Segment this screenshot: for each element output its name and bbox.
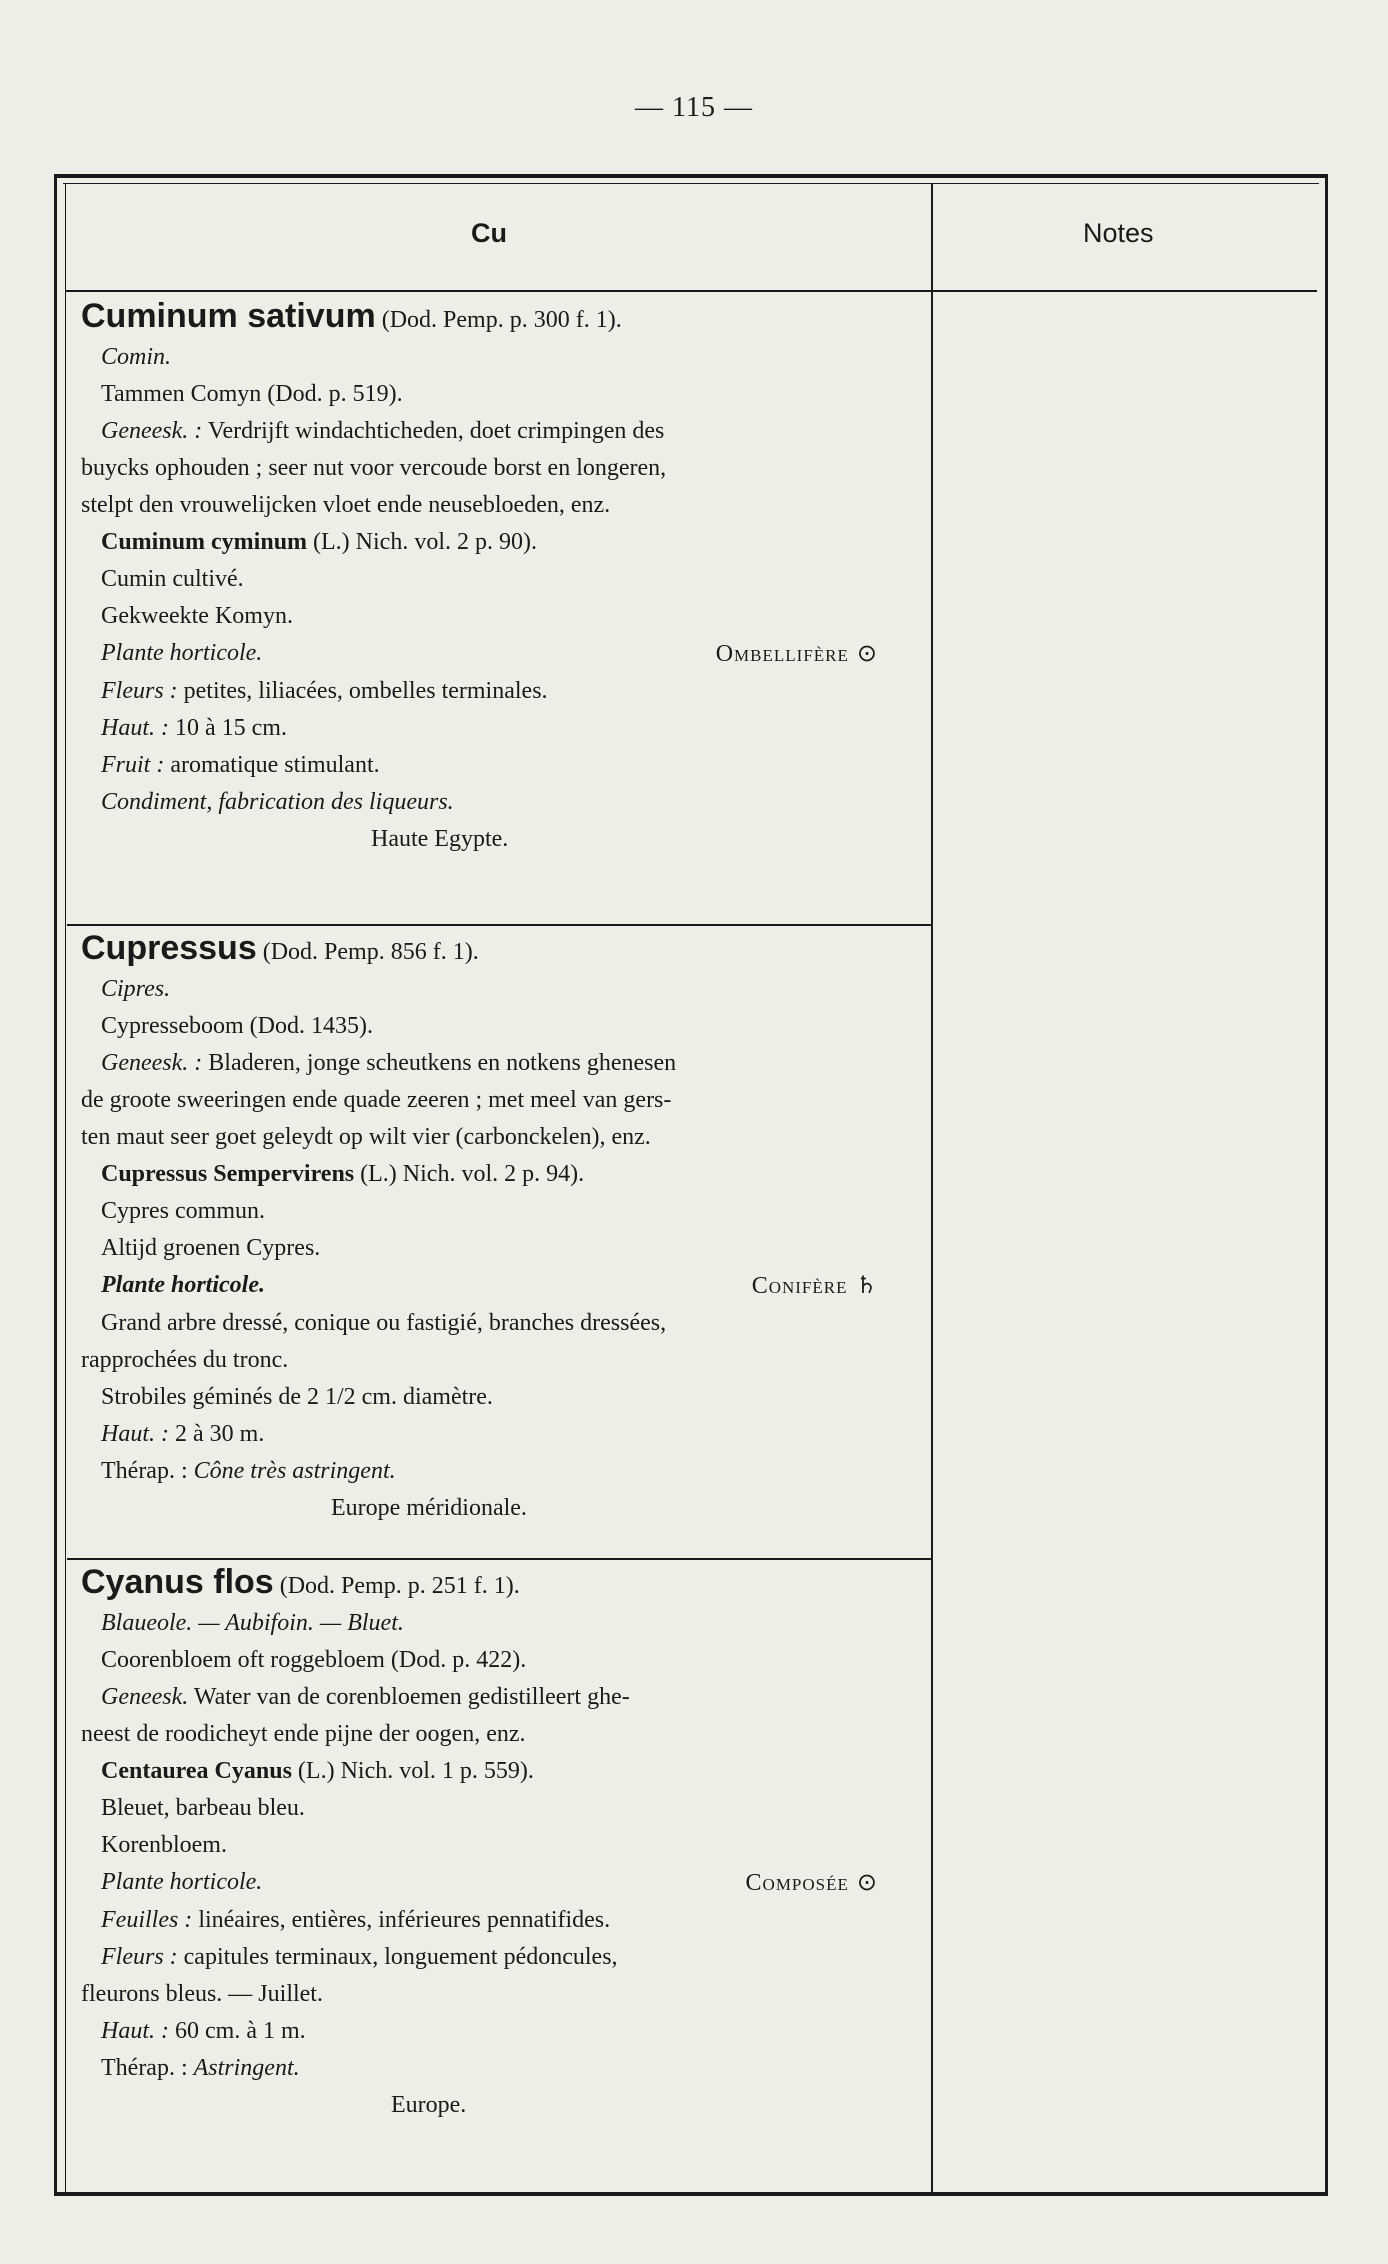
haut-text: 2 à 30 m. [169, 1421, 265, 1447]
annual-symbol-icon: ⊙ [856, 639, 877, 667]
french-name: Comin. [101, 344, 172, 370]
entry-cuminum-sativum [81, 298, 917, 858]
haut-label: Haut. : [101, 2018, 169, 2044]
geneesk-label: Geneesk. : [101, 1050, 203, 1076]
entry-cupressus [81, 930, 917, 1527]
entry-separator [67, 924, 931, 926]
therap-text: Astringent. [193, 2055, 300, 2081]
dutch-name: Tammen Comyn (Dod. p. 519). [101, 381, 403, 407]
french-name: Cipres. [101, 976, 171, 1002]
geneesk-text: stelpt den vrouwelijcken vloet ende neusebloeden, enz. [81, 492, 611, 518]
fleurs-label: Fleurs : [101, 678, 178, 704]
geneesk-text: ten maut seer goet geleydt op wilt vier (carbonckelen), enz. [81, 1124, 651, 1150]
perennial-symbol-icon: ♄ [855, 1271, 877, 1299]
header-cu: Cu [471, 218, 507, 248]
haut-text: 10 à 15 cm. [169, 715, 287, 741]
fleurs-text: petites, liliacées, ombelles terminales. [177, 678, 548, 704]
latin-ref: (L.) Nich. vol. 2 p. 94). [354, 1161, 585, 1187]
latin-name: Cuminum cyminum [101, 529, 308, 555]
latin-ref: (L.) Nich. vol. 1 p. 559). [291, 1758, 534, 1784]
entry-title-ref: (Dod. Pemp. 856 f. 1). [256, 939, 479, 965]
common-name-fr: Cumin cultivé. [101, 566, 244, 592]
geneesk-text: Water van de corenbloemen gedistilleert ghe- [193, 1684, 630, 1710]
haut-label: Haut. : [101, 715, 169, 741]
header-rule [65, 290, 1317, 292]
dutch-name: Coorenbloem oft roggebloem (Dod. p. 422). [101, 1647, 527, 1673]
therap-text: Cône très astringent. [193, 1458, 396, 1484]
therap-label: Thérap. : [101, 1458, 194, 1484]
dutch-name: Cypresseboom (Dod. 1435). [101, 1013, 373, 1039]
geneesk-text: neest de roodicheyt ende pijne der oogen, enz. [81, 1721, 526, 1747]
feuilles-text: linéaires, entières, inférieures pennatifides. [192, 1907, 611, 1933]
plant-family: Conifère [751, 1273, 848, 1299]
geneesk-text: Bladeren, jonge scheutkens en notkens ghenesen [208, 1050, 677, 1076]
entry-title: Cupressus [81, 929, 257, 967]
fruit-label: Fruit : [101, 752, 165, 778]
fleurs-text: fleurons bleus. — Juillet. [81, 1981, 323, 2007]
left-inner-rule [65, 184, 66, 2192]
strobiles-text: Strobiles géminés de 2 1/2 cm. diamètre. [101, 1384, 493, 1410]
fleurs-text: capitules terminaux, longuement pédoncules, [177, 1944, 618, 1970]
plant-family: Ombellifère [715, 641, 849, 667]
entry-title-ref: (Dod. Pemp. p. 300 f. 1). [375, 307, 622, 333]
geneesk-label: Geneesk. [101, 1684, 189, 1710]
origin: Haute Egypte. [371, 826, 509, 852]
entry-title: Cuminum sativum [81, 297, 376, 335]
latin-name: Centaurea Cyanus [101, 1758, 292, 1784]
origin: Europe méridionale. [331, 1495, 527, 1521]
entry-title-ref: (Dod. Pemp. p. 251 f. 1). [273, 1573, 520, 1599]
common-name-nl: Korenbloem. [101, 1832, 227, 1858]
therap-label: Thérap. : [101, 2055, 194, 2081]
plant-type: Plante horticole. [101, 640, 263, 666]
geneesk-text: Verdrijft windachticheden, doet crimpingen des [207, 418, 665, 444]
inner-top-rule [63, 183, 1319, 184]
plant-type: Plante horticole. [101, 1869, 263, 1895]
description-text: Grand arbre dressé, conique ou fastigié, branches dressées, [101, 1310, 667, 1336]
common-name-nl: Altijd groenen Cypres. [101, 1235, 321, 1261]
entry-title: Cyanus flos [81, 1563, 274, 1601]
common-name-fr: Cypres commun. [101, 1198, 265, 1224]
fruit-text: aromatique stimulant. [164, 752, 380, 778]
origin: Europe. [391, 2092, 467, 2118]
table-frame [54, 174, 1328, 2196]
french-name: Blaueole. — Aubifoin. — Bluet. [101, 1610, 404, 1636]
header-notes: Notes [1083, 218, 1154, 248]
annual-symbol-icon: ⊙ [856, 1868, 877, 1896]
entry-separator [67, 1558, 931, 1560]
plant-type: Plante horticole. [101, 1272, 265, 1298]
column-divider [931, 184, 933, 2192]
geneesk-text: buycks ophouden ; seer nut voor vercoude borst en longeren, [81, 455, 667, 481]
common-name-fr: Bleuet, barbeau bleu. [101, 1795, 305, 1821]
latin-ref: (L.) Nich. vol. 2 p. 90). [307, 529, 537, 555]
latin-name: Cupressus Sempervirens [101, 1161, 355, 1187]
haut-label: Haut. : [101, 1421, 169, 1447]
geneesk-text: de groote sweeringen ende quade zeeren ; met meel van gers- [81, 1087, 672, 1113]
entry-cyanus-flos [81, 1564, 917, 2124]
plant-family: Composée [745, 1870, 849, 1896]
geneesk-label: Geneesk. : [101, 418, 203, 444]
description-text: rapprochées du tronc. [81, 1347, 289, 1373]
use-text: Condiment, fabrication des liqueurs. [101, 789, 454, 815]
fleurs-label: Fleurs : [101, 1944, 178, 1970]
haut-text: 60 cm. à 1 m. [169, 2018, 306, 2044]
common-name-nl: Gekweekte Komyn. [101, 603, 293, 629]
page-number: — 115 — [635, 92, 753, 123]
feuilles-label: Feuilles : [101, 1907, 193, 1933]
